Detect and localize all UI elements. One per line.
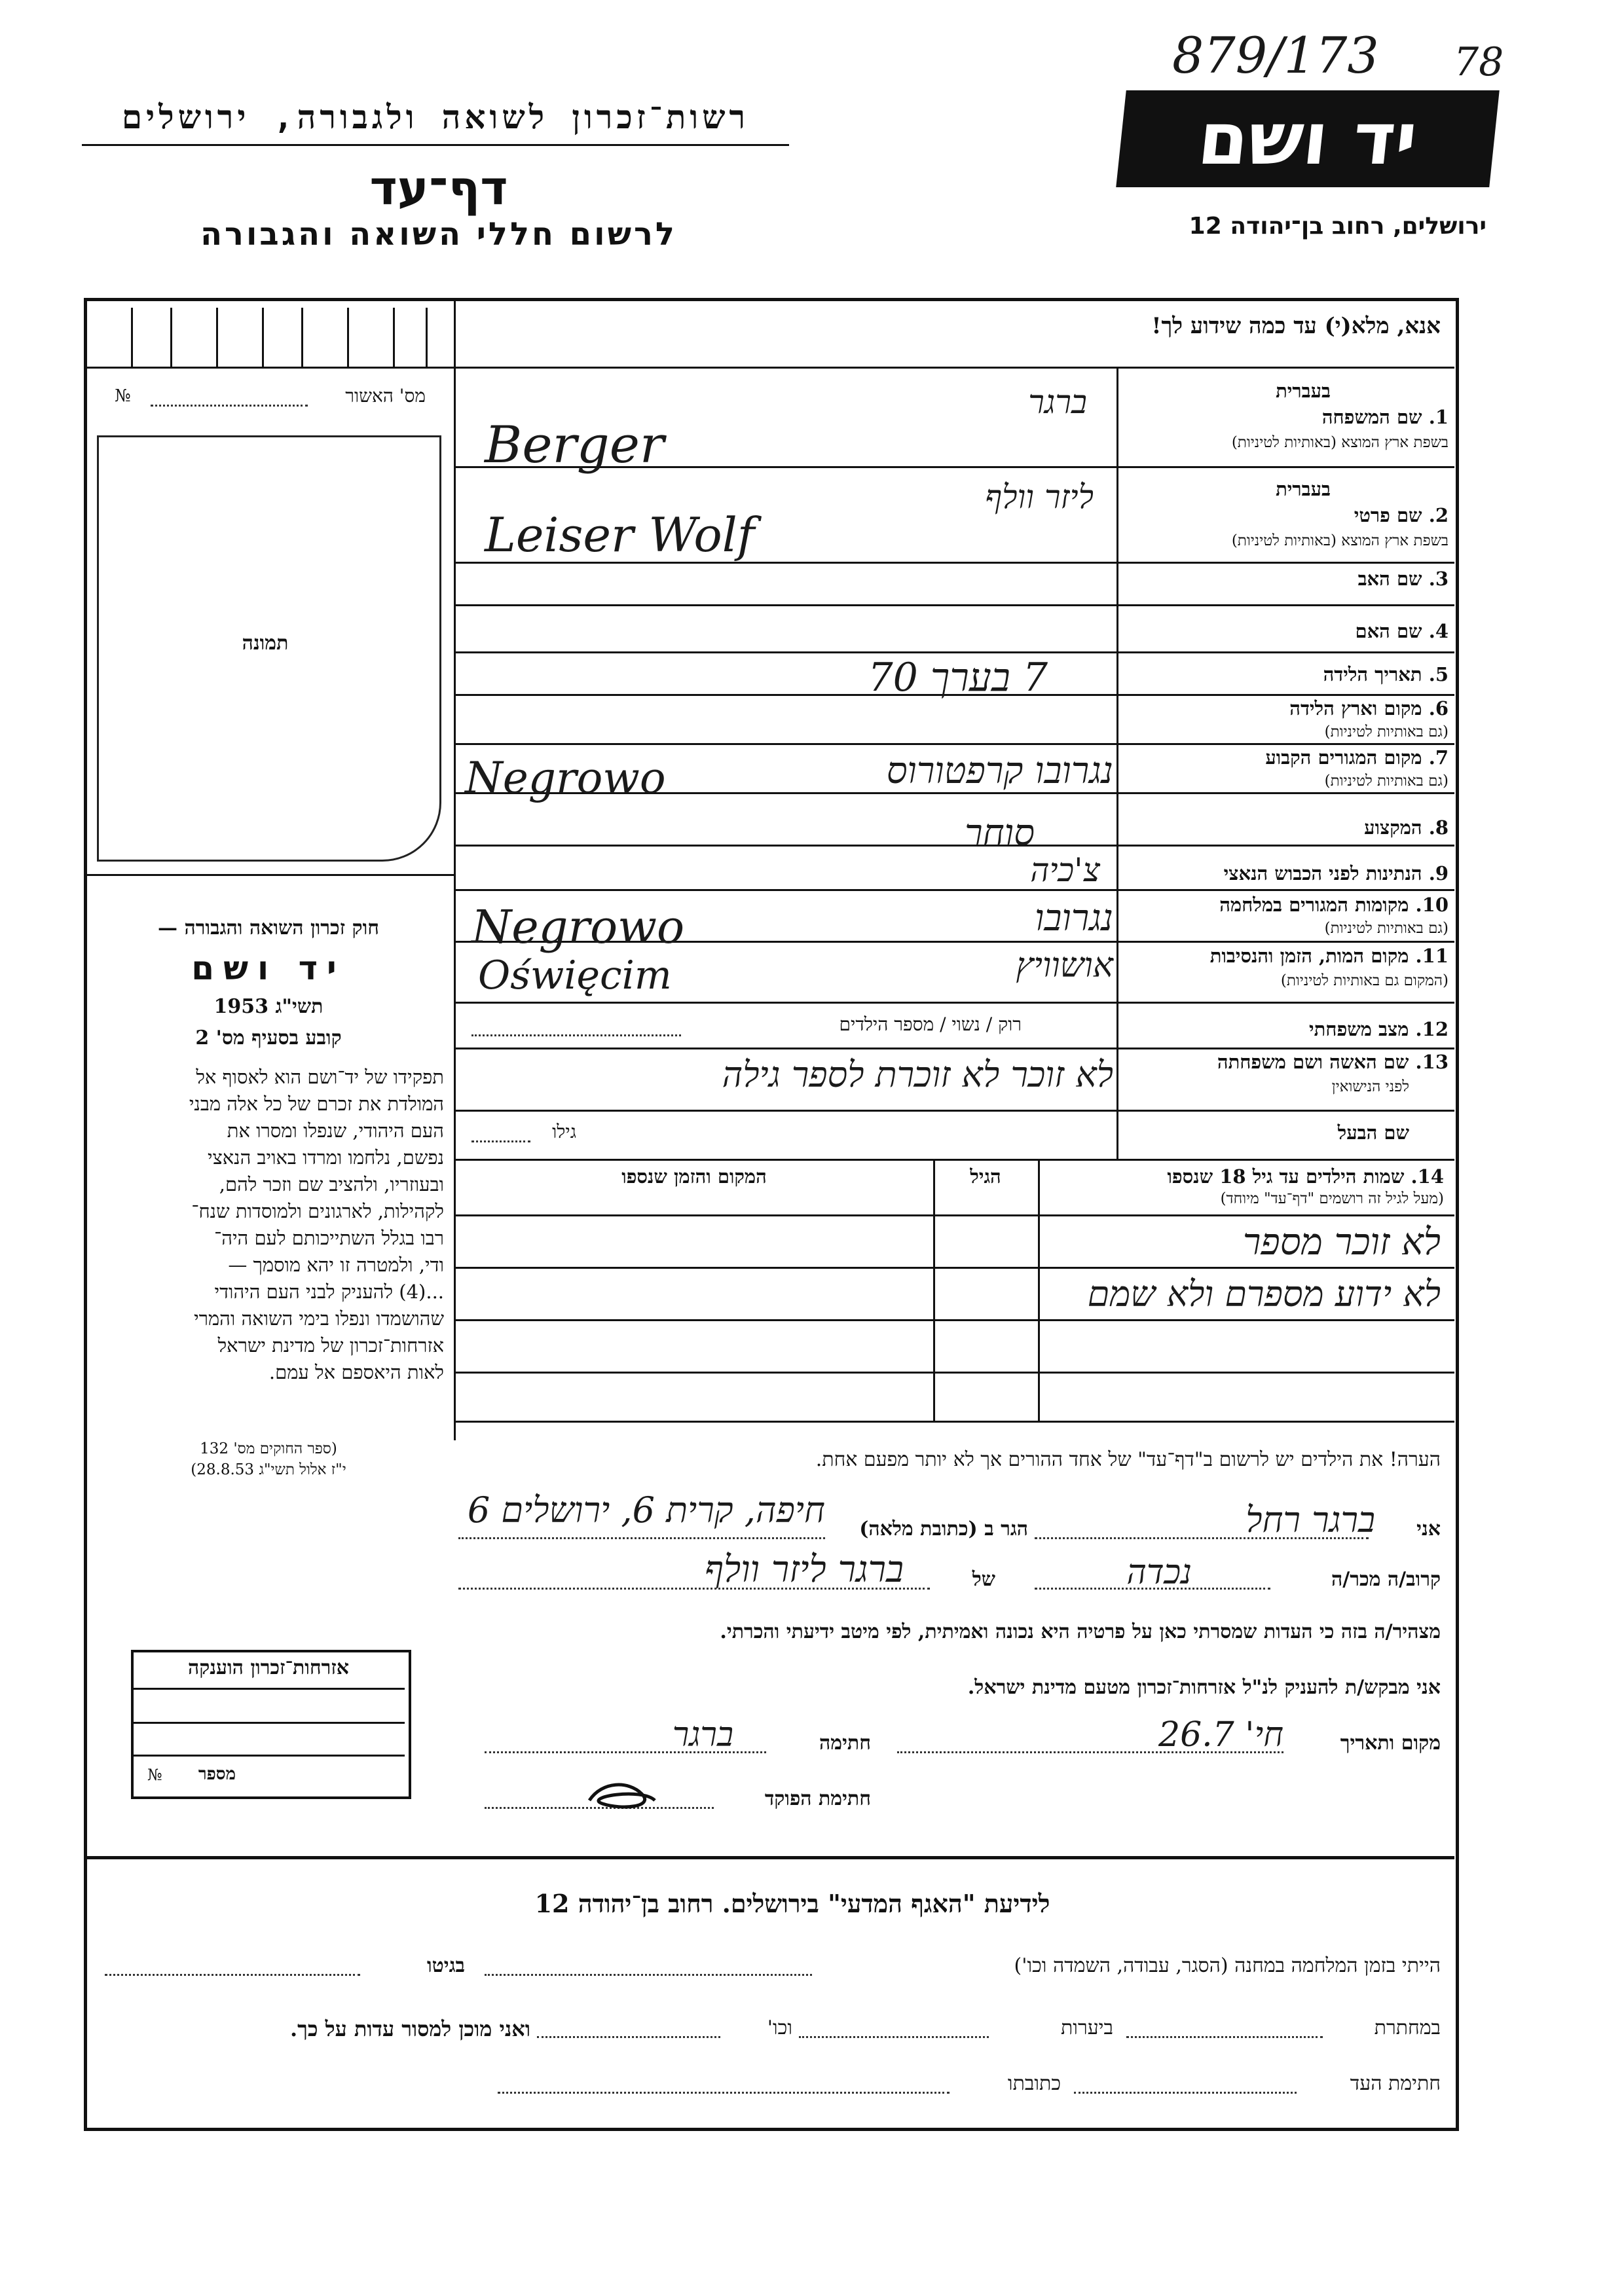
law-name: יד ושם	[191, 949, 346, 987]
field-9-text: הנתינות לפני הכבוש הנאצי	[1223, 862, 1422, 884]
bottom-witness-dots	[1074, 2092, 1297, 2094]
row-rule	[454, 1159, 1454, 1161]
field-6-text: מקום וארץ הלידה	[1289, 697, 1422, 720]
law-line: המולדת את זכרם של כל אלה מבני	[189, 1093, 444, 1115]
field-12-label	[1309, 1018, 1449, 1041]
residence-latin-value: Negrowo	[465, 753, 666, 803]
cell-line	[301, 308, 303, 367]
law-line: תפקידו של יד־ושם הוא לאסוף אל	[196, 1066, 444, 1088]
citizenship-number-label: מספר	[198, 1764, 236, 1784]
citizenship-title: אזרחות־זכרון הוענקה	[187, 1656, 350, 1679]
header-address: ירושלים, רחוב בן־יהודה 12	[1189, 213, 1486, 240]
authority-underline	[82, 144, 789, 146]
field-11-num: 11.	[1415, 945, 1449, 967]
field-2-note: בשפת ארץ המוצא (באותיות לטיניות)	[1231, 532, 1449, 549]
bottom-forests-label: ביערות	[1060, 2016, 1113, 2039]
field-4-num: 4.	[1428, 620, 1449, 642]
handwritten-corner-number: 78	[1454, 39, 1504, 85]
relative-label: קרוב/ה מכר/ה	[1331, 1568, 1441, 1591]
surname-hebrew-value: ברגר	[1028, 383, 1087, 421]
children-note-line: הערה! את הילדים יש לרשום ב"דף־עד" של אחד ההורים אך לא יותר מפעם אחת.	[815, 1448, 1441, 1471]
photo-bottom-rule	[87, 874, 454, 876]
field-3-num: 3.	[1428, 568, 1449, 590]
children-text: שמות הילדים עד גיל 18 שנספו	[1167, 1165, 1405, 1188]
law-line: ...(4) להעניק לבני העם היהודי	[214, 1281, 444, 1303]
husband-age-label: גילו	[552, 1121, 576, 1142]
surname-latin-value: Berger	[485, 416, 665, 475]
marital-status-options: רוק / נשוי / מספר הילדים	[839, 1013, 1022, 1035]
signature-dots	[485, 1751, 766, 1753]
law-line: ודי, ולמטרה זו יהא מוסמך —	[228, 1254, 444, 1276]
of-label: של	[972, 1568, 995, 1591]
of-value: ברגר ליזר וולף	[705, 1548, 904, 1591]
declarant-name-value: ברגר רחל	[1246, 1499, 1375, 1540]
children-num: 14.	[1411, 1165, 1444, 1188]
field-1-note: בשפת ארץ המוצא (באותיות לטיניות)	[1231, 434, 1449, 451]
field-5-num: 5.	[1428, 663, 1449, 685]
field-1-label	[1322, 406, 1449, 429]
declaration-text: מצהיר/ה בזה כי העדות שמסרתי כאן על פרטיה היא נכונה ואמיתית, לפי מיטב ידיעתי והכרתי.	[720, 1620, 1441, 1643]
officer-label: חתימת הפוקד	[764, 1787, 871, 1810]
cell-line	[216, 308, 218, 367]
children-bottom-rule	[454, 1421, 1454, 1423]
field-8-label	[1364, 816, 1449, 839]
instruction-bottom-rule	[454, 367, 1454, 369]
husband-age-dots	[471, 1140, 530, 1142]
field-10-label	[1219, 894, 1449, 917]
yad-vashem-logo: יד ושם	[1116, 90, 1500, 187]
field-7-note: (גם באותיות לטיניות)	[1324, 773, 1449, 790]
law-line: אזרחות־זכרון של מדינת ישראל	[217, 1334, 444, 1357]
field-1-num: 1.	[1428, 406, 1449, 428]
relative-dots	[1035, 1588, 1270, 1590]
field-12-text: מצב משפחתי	[1309, 1018, 1409, 1040]
declarant-i-label: אני	[1416, 1518, 1441, 1540]
approval-no-sign: №	[115, 386, 131, 406]
form-title: דף־עד	[369, 160, 508, 215]
field-7-label	[1265, 746, 1449, 769]
field-10-text: מקומות המגורים במלחמה	[1219, 894, 1409, 916]
profession-value: סוחר	[965, 812, 1035, 854]
form-instruction: אנא, מלא(י) עד כמה שידוע לך!	[1151, 313, 1441, 339]
field-7-text: מקום המגורים הקבוע	[1265, 746, 1422, 769]
law-line: העם היהודי, שנפלו ומסרו את	[227, 1120, 444, 1142]
children-header-rule	[454, 1214, 1454, 1216]
field-8-num: 8.	[1428, 816, 1449, 839]
marital-dots	[471, 1034, 681, 1036]
law-line: ובעוזריו, ולהציב שם וזכר להם,	[219, 1173, 444, 1195]
bottom-forests-dots	[799, 2036, 989, 2038]
law-clause: קובע בסעיף מס' 2	[195, 1027, 342, 1049]
first-name-latin-value: Leiser Wolf	[485, 507, 755, 562]
row-rule	[454, 604, 1454, 606]
children-row-rule	[454, 1267, 1454, 1269]
law-ref-1: (ספר החוקים מס' 132	[200, 1440, 337, 1457]
cell-line	[426, 308, 428, 367]
children-note: (מעל לגיל זה רושמים "דף־עד" מיוחד)	[1220, 1190, 1444, 1207]
approval-dots	[151, 405, 308, 407]
row-rule	[454, 743, 1454, 745]
declarant-name-dots	[1035, 1537, 1369, 1539]
form-subtitle: לרשום חללי השואה והגבורה	[200, 216, 677, 253]
bottom-etc-dots	[537, 2036, 720, 2038]
law-line: רבו בגלל השתייכותם לעם היה־	[214, 1227, 444, 1249]
nationality-value: צ'כיה	[1030, 851, 1100, 889]
field-13-note: לפני הנישואין	[1331, 1078, 1409, 1095]
field-2-num: 2.	[1428, 504, 1449, 526]
law-line: נפשם, נלחמו ומרדו באויב הנאצי	[207, 1146, 444, 1169]
bottom-separator	[87, 1856, 1454, 1859]
place-date-label: מקום ותאריך	[1340, 1732, 1441, 1755]
header-cells-rule	[87, 367, 454, 369]
field-1-text: שם המשפחה	[1321, 406, 1422, 428]
field-3-text: שם האב	[1357, 568, 1422, 590]
bottom-ghetto-label: בגיטו	[426, 1954, 465, 1977]
left-column-border	[454, 301, 456, 1440]
husband-label: שם הבעל	[1337, 1121, 1409, 1144]
request-text: אני מבקש/ת להעניק לנ"ל אזרחות־זכרון מטעם מדינת ישראל.	[967, 1676, 1441, 1699]
field-13-num: 13.	[1415, 1051, 1449, 1073]
field-4-label	[1355, 620, 1449, 643]
place-date-value: חי' 26.7	[1158, 1715, 1283, 1755]
fields-divider	[1116, 367, 1118, 1159]
bottom-address-label: כתובתו	[1007, 2072, 1061, 2095]
bottom-address-dots	[498, 2092, 950, 2094]
cell-line	[347, 308, 349, 367]
cell-line	[170, 308, 172, 367]
cell-line	[393, 308, 395, 367]
bottom-underground-label: במחתרת	[1374, 2016, 1441, 2039]
field-13-text: שם האשה ושם משפחתה	[1217, 1051, 1409, 1073]
field-10-num: 10.	[1415, 894, 1449, 916]
field-9-num: 9.	[1428, 862, 1449, 884]
row-rule	[454, 1110, 1454, 1112]
children-age-header: הגיל	[970, 1165, 1001, 1188]
wife-name-value: לא זוכר לא זוכרת לספר גילה	[722, 1054, 1113, 1095]
field-12-num: 12.	[1415, 1018, 1449, 1040]
birth-date-value: 7 בערך 70	[868, 655, 1048, 701]
bottom-testimony-text: ואני מוכן למסור עדות על כך.	[289, 2016, 530, 2041]
children-row-rule	[454, 1372, 1454, 1374]
field-1-tag: בעברית	[1276, 380, 1331, 402]
first-name-hebrew-value: ליזר וולף	[985, 478, 1094, 516]
law-line: שהושמדו ונפלו בימי השואה והמרי	[194, 1307, 444, 1330]
field-6-label	[1289, 697, 1449, 720]
cell-line	[131, 308, 133, 367]
field-4-text: שם האם	[1355, 620, 1422, 642]
citizenship-line	[133, 1755, 405, 1757]
field-11-label	[1210, 945, 1449, 968]
children-row-rule	[454, 1319, 1454, 1321]
death-place-latin-value: Oświęcim	[478, 953, 672, 998]
law-line: לקהילות, לארגונים ולמוסדות שנח־	[191, 1200, 444, 1222]
law-ref-2: י"ז אלול תשי"ג 28.8.53)	[191, 1461, 346, 1478]
wartime-residence-latin-value: Negrowo	[471, 900, 685, 954]
children-row-1: לא זוכר מספר	[1242, 1221, 1441, 1264]
field-11-text: מקום המות, הזמן והנסיבות	[1209, 945, 1409, 967]
row-rule	[454, 889, 1454, 891]
field-3-label	[1358, 568, 1449, 591]
residence-hebrew-value: נגרובו קרפטורוס	[886, 750, 1113, 792]
field-labels	[1121, 370, 1449, 1156]
citizenship-line	[133, 1722, 405, 1724]
declarant-address-dots	[458, 1537, 825, 1539]
citizenship-no-sign: №	[147, 1766, 162, 1784]
field-2-text: שם פרטי	[1354, 504, 1422, 526]
law-line: לאות היאספם אל עמם.	[268, 1361, 444, 1383]
children-label	[1044, 1165, 1444, 1188]
bottom-witness-signature-label: חתימת העד	[1350, 2072, 1441, 2095]
declarant-address-value: חיפה, קרית 6, ירושלים 6	[467, 1489, 825, 1531]
law-heading: חוק זכרון השואה והגבורה —	[158, 917, 379, 939]
row-rule	[454, 651, 1454, 653]
bottom-camp-dots	[485, 1974, 812, 1976]
death-place-hebrew-value: אושוויץ	[1016, 946, 1113, 985]
bottom-etc-label: וכו'	[767, 2016, 792, 2039]
officer-signature-scribble	[583, 1774, 661, 1813]
field-2-label	[1354, 504, 1449, 527]
children-row-2: לא ידוע מספרם ולא שמם	[1087, 1273, 1441, 1315]
approval-label: מס' האשור	[345, 385, 426, 407]
bottom-camp-text: הייתי בזמן המלחמה במחנה (הסגר, עבודה, השמדה וכו')	[1014, 1954, 1441, 1977]
signature-value: ברגר	[672, 1715, 733, 1755]
wartime-residence-hebrew-value: נגרובו	[1035, 897, 1113, 939]
relative-value: נכדה	[1126, 1553, 1192, 1592]
photo-label: תמונה	[242, 632, 289, 655]
row-rule	[454, 1002, 1454, 1004]
of-dots	[458, 1588, 930, 1590]
bottom-heading: לידיעת "האגף המדעי" בירושלים. רחוב בן־יהודה 12	[534, 1889, 1050, 1918]
cell-line	[262, 308, 264, 367]
declarant-resides-label: הגר ב (כתובת מלאה)	[859, 1518, 1028, 1540]
field-6-num: 6.	[1428, 697, 1449, 720]
law-year: תשי"ג 1953	[213, 995, 323, 1018]
field-5-label	[1323, 663, 1449, 686]
children-place-header: המקום והזמן שנספו	[621, 1165, 767, 1188]
row-rule	[454, 1048, 1454, 1049]
field-2-tag: בעברית	[1276, 478, 1331, 500]
field-11-note: (המקום גם באותיות לטיניות)	[1280, 972, 1449, 989]
authority-name: רשות־זכרון לשואה ולגבורה, ירושלים	[121, 98, 750, 136]
law-body	[97, 1064, 444, 1386]
field-5-text: תאריך הלידה	[1323, 663, 1422, 685]
citizenship-title-rule	[133, 1688, 405, 1690]
field-7-num: 7.	[1428, 746, 1449, 769]
place-date-dots	[897, 1751, 1283, 1753]
bottom-ghetto-dots	[105, 1974, 360, 1976]
signature-label: חתימה	[819, 1732, 871, 1755]
field-10-note: (גם באותיות לטיניות)	[1324, 920, 1449, 937]
field-6-note: (גם באותיות לטיניות)	[1324, 723, 1449, 740]
handwritten-file-number: 879/173	[1172, 26, 1379, 84]
bottom-underground-dots	[1126, 2036, 1323, 2038]
field-8-text: המקצוע	[1364, 816, 1422, 839]
field-13-label	[1217, 1051, 1449, 1074]
field-9-label	[1224, 862, 1449, 885]
